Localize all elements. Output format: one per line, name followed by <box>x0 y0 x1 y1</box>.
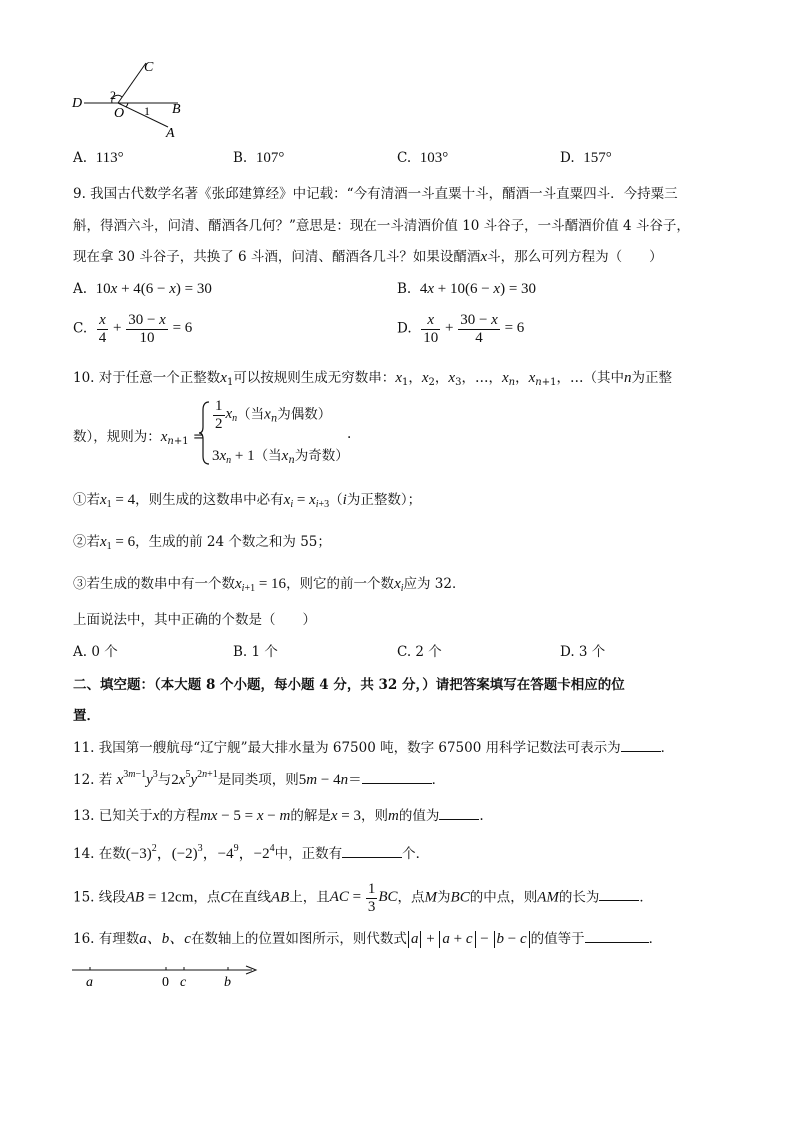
q10-period: . <box>347 426 352 442</box>
q10-line1: 10. 对于任意一个正整数$x_1$可以按规则生成无穷数串：$x_1$，$x_2$，$x_3$，…，$x_n$，$x_{n+1}$，…（其中n为正整 <box>73 370 672 388</box>
label-a: A <box>166 126 175 141</box>
q10-case-odd: $3x_n + 1$（当$x_n$为奇数） <box>212 448 349 466</box>
q11-blank[interactable] <box>621 737 661 752</box>
q9-line1: 9. 我国古代数学名著《张邱建算经》中记载：“今有清酒一斗直粟十斗，醑酒一斗直粟四斗．今持粟三 <box>73 186 678 202</box>
q11: 11. 我国第一艘航母“辽宁舰”最大排水量为 67500 吨，数字 67500 用科学记数法可表示为 ． <box>73 736 674 756</box>
brace-icon <box>198 400 212 466</box>
q12-blank[interactable] <box>362 769 432 784</box>
q10-question: 上面说法中，其中正确的个数是（ ） <box>73 612 316 628</box>
q8-option-d[interactable]: D. 157° <box>560 150 612 166</box>
q10-statement-3: ③若生成的数串中有一个数$x_{i+1} = 16$，则它的前一个数$x_i$应为 32． <box>73 576 466 594</box>
q15: 15. 线段AB = 12cm，点C在直线AB上，且AC = $\frac{1}{3}$ BC，点M为BC的中点，则AM的长为 ． <box>73 881 653 915</box>
label-a-point: a <box>86 975 93 990</box>
label-c: C <box>144 60 154 75</box>
q10-statement-2: ②若$x_1 = 6$，生成的前 24 个数之和为 55； <box>73 534 331 552</box>
q10-option-a[interactable]: A. 0 个 <box>73 644 118 660</box>
q10-option-b[interactable]: B. 1 个 <box>233 644 278 660</box>
label-d: D <box>72 96 83 111</box>
label-c-point: c <box>180 975 187 990</box>
q10-case-even: $\frac{1}{2}$ $x_n$（当$x_n$为偶数） <box>215 398 332 432</box>
q8-option-c[interactable]: C. 103° <box>397 150 449 166</box>
section2-heading-cont: 置． <box>73 708 100 724</box>
label-o: O <box>114 106 125 121</box>
q14-blank[interactable] <box>342 843 402 858</box>
label-angle-2: 2 <box>110 88 116 102</box>
label-b-point: b <box>224 975 231 990</box>
number-line-diagram <box>66 958 266 992</box>
label-zero: 0 <box>162 975 169 990</box>
q10-line2: 数），规则为：$x_{n+1}$ = <box>73 429 205 447</box>
q13: 13. 已知关于x的方程mx − 5 = x − m的解是x = 3，则m的值为 . <box>73 804 484 825</box>
label-angle-1: 1 <box>144 104 150 118</box>
label-b: B <box>172 102 181 117</box>
q9-option-a[interactable]: A. 10x + 4(6 − x) = 30 <box>73 281 212 297</box>
q10-statement-1: ①若$x_1 = 4$，则生成的这数串中必有$x_i = x_{i+3}(i$为正整数）； <box>73 492 422 510</box>
ray-oc <box>118 63 146 103</box>
angle-diagram <box>60 55 210 145</box>
q8-option-a[interactable]: A. 113° <box>73 150 124 166</box>
q9-option-b[interactable]: B. 4x + 10(6 − x) = 30 <box>397 281 537 297</box>
q16: 16. 有理数a、b、c在数轴上的位置如图所示，则代数式 a + a + c − b − c 的值等于 ． <box>73 927 662 948</box>
angle-arc-1 <box>126 103 128 107</box>
section2-heading: 二、填空题：（本大题 8 个小题，每小题 4 分，共 32 分，）请把答案填写在答题卡相应的位 <box>73 677 625 693</box>
q10-option-c[interactable]: C. 2 个 <box>397 644 442 660</box>
q15-blank[interactable] <box>599 886 639 901</box>
q14: 14. 在数$(-3)^2$，$(-2)^3$，$-4^9$，$-2^4$中，正数有 个． <box>73 843 430 862</box>
q13-blank[interactable] <box>439 805 479 820</box>
q9-line3: 现在拿 30 斗谷子，共换了 6 斗酒，问清、醑酒各几斗？如果设醑酒x斗，那么可列方程为（ ） <box>73 249 663 265</box>
q9-option-c[interactable]: C. $\frac{x}{4}$ + $\frac{30 - x}{10}$ = 6 <box>73 312 193 346</box>
q9-line2: 斛，得酒六斗，问清、醑酒各几何？”意思是：现在一斗清酒价值 10 斗谷子，一斗醑酒价值 4 斗谷子， <box>73 218 690 234</box>
q9-option-d[interactable]: D. $\frac{x}{10}$ + $\frac{30 - x}{4}$ = 6 <box>397 312 525 346</box>
q8-option-b[interactable]: B. 107° <box>233 150 285 166</box>
q10-option-d[interactable]: D. 3 个 <box>560 644 606 660</box>
q12: 12. 若 $x^{3m-1}y^3$与$2x^5y^{2n+1}$是同类项，则5m − 4n＝ ． <box>73 769 446 788</box>
q16-blank[interactable] <box>585 928 649 943</box>
ray-oa <box>118 103 168 127</box>
